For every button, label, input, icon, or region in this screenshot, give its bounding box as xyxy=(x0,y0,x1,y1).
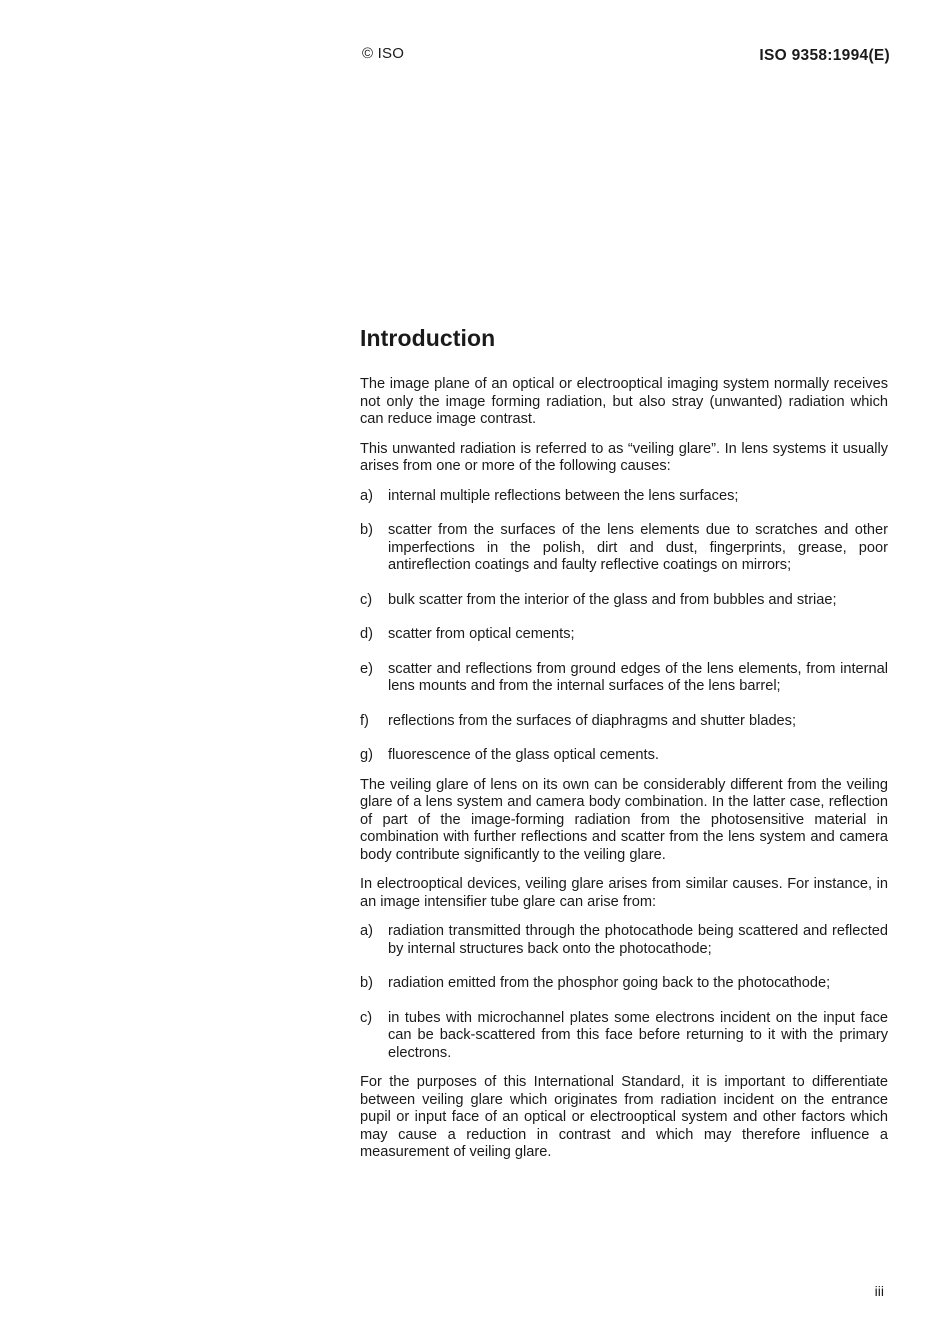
tube-causes-list xyxy=(360,923,888,1062)
page-number: iii xyxy=(874,1283,884,1299)
list-marker: b) xyxy=(360,975,373,991)
copyright-notice: © ISO xyxy=(362,45,405,62)
list-item-text: internal multiple reflections between the lens surfaces; xyxy=(388,487,739,504)
list-item xyxy=(360,522,888,575)
list-item-text: bulk scatter from the interior of the glass and from bubbles and striae; xyxy=(388,591,837,608)
list-item xyxy=(360,488,888,506)
standard-number: ISO 9358:1994(E) xyxy=(759,47,890,64)
list-item xyxy=(360,923,888,958)
list-marker: e) xyxy=(360,660,373,677)
list-item-text: scatter from optical cements; xyxy=(388,626,575,642)
list-marker: g) xyxy=(360,747,373,763)
list-marker: a) xyxy=(360,487,373,504)
list-item xyxy=(360,592,888,610)
list-item-text: radiation emitted from the phosphor going back to the photocathode; xyxy=(388,975,831,991)
paragraph-intro: The image plane of an optical or electrooptical imaging system normally receives not only the image forming radiation, but also stray (unwanted) radiation which can reduce image contrast. xyxy=(360,376,888,427)
list-item xyxy=(360,975,888,993)
paragraph-electrooptical: In electrooptical devices, veiling glare arises from similar causes. For instance, in an image intensifier tube glare can arise from: xyxy=(360,876,888,910)
list-item xyxy=(360,661,888,696)
list-marker: a) xyxy=(360,923,373,939)
list-item xyxy=(360,1010,888,1063)
list-item-text: radiation transmitted through the photocathode being scattered and reflected by internal structures back onto the photocathode; xyxy=(388,923,888,957)
list-item-text: scatter and reflections from ground edges of the lens elements, from internal lens mounts and from the internal surfaces of the lens barrel; xyxy=(388,660,888,694)
list-marker: f) xyxy=(360,712,369,729)
list-item xyxy=(360,747,888,765)
list-item-text: fluorescence of the glass optical cements. xyxy=(388,747,659,763)
document-body xyxy=(360,325,888,1174)
list-marker: c) xyxy=(360,591,373,608)
list-item-text: in tubes with microchannel plates some electrons incident on the input face can be back-scattered from this face before returning to it with the primary electrons. xyxy=(388,1009,888,1061)
paragraph-lens-vs-system: The veiling glare of lens on its own can be considerably different from the veiling glare of a lens system and camera body combination. In the latter case, reflection of part of the image-forming radiation from the photosensitive material in combination with further reflections and scatter from the lens system and camera body contribute significantly to the veiling glare. xyxy=(360,776,888,863)
list-marker: b) xyxy=(360,522,373,538)
list-marker: d) xyxy=(360,626,373,642)
paragraph-veiling-glare-definition: This unwanted radiation is referred to as “veiling glare”. In lens systems it usually arises from one or more of the following causes: xyxy=(360,440,888,474)
list-marker: c) xyxy=(360,1009,373,1026)
list-item xyxy=(360,713,888,731)
lens-causes-list xyxy=(360,488,888,765)
section-title: Introduction xyxy=(360,325,496,351)
list-item-text: reflections from the surfaces of diaphragms and shutter blades; xyxy=(388,712,797,729)
list-item xyxy=(360,626,888,644)
list-item-text: scatter from the surfaces of the lens elements due to scratches and other imperfections in the polish, dirt and dust, fingerprints, grease, poor antireflection coatings and faulty reflective coatings on mirrors; xyxy=(388,522,888,573)
paragraph-purpose: For the purposes of this International Standard, it is important to differentiate between veiling glare which originates from radiation incident on the entrance pupil or input face of an optical or electrooptical system and other factors which may cause a reduction in contrast and which may therefore influence a measurement of veiling glare. xyxy=(360,1074,888,1160)
